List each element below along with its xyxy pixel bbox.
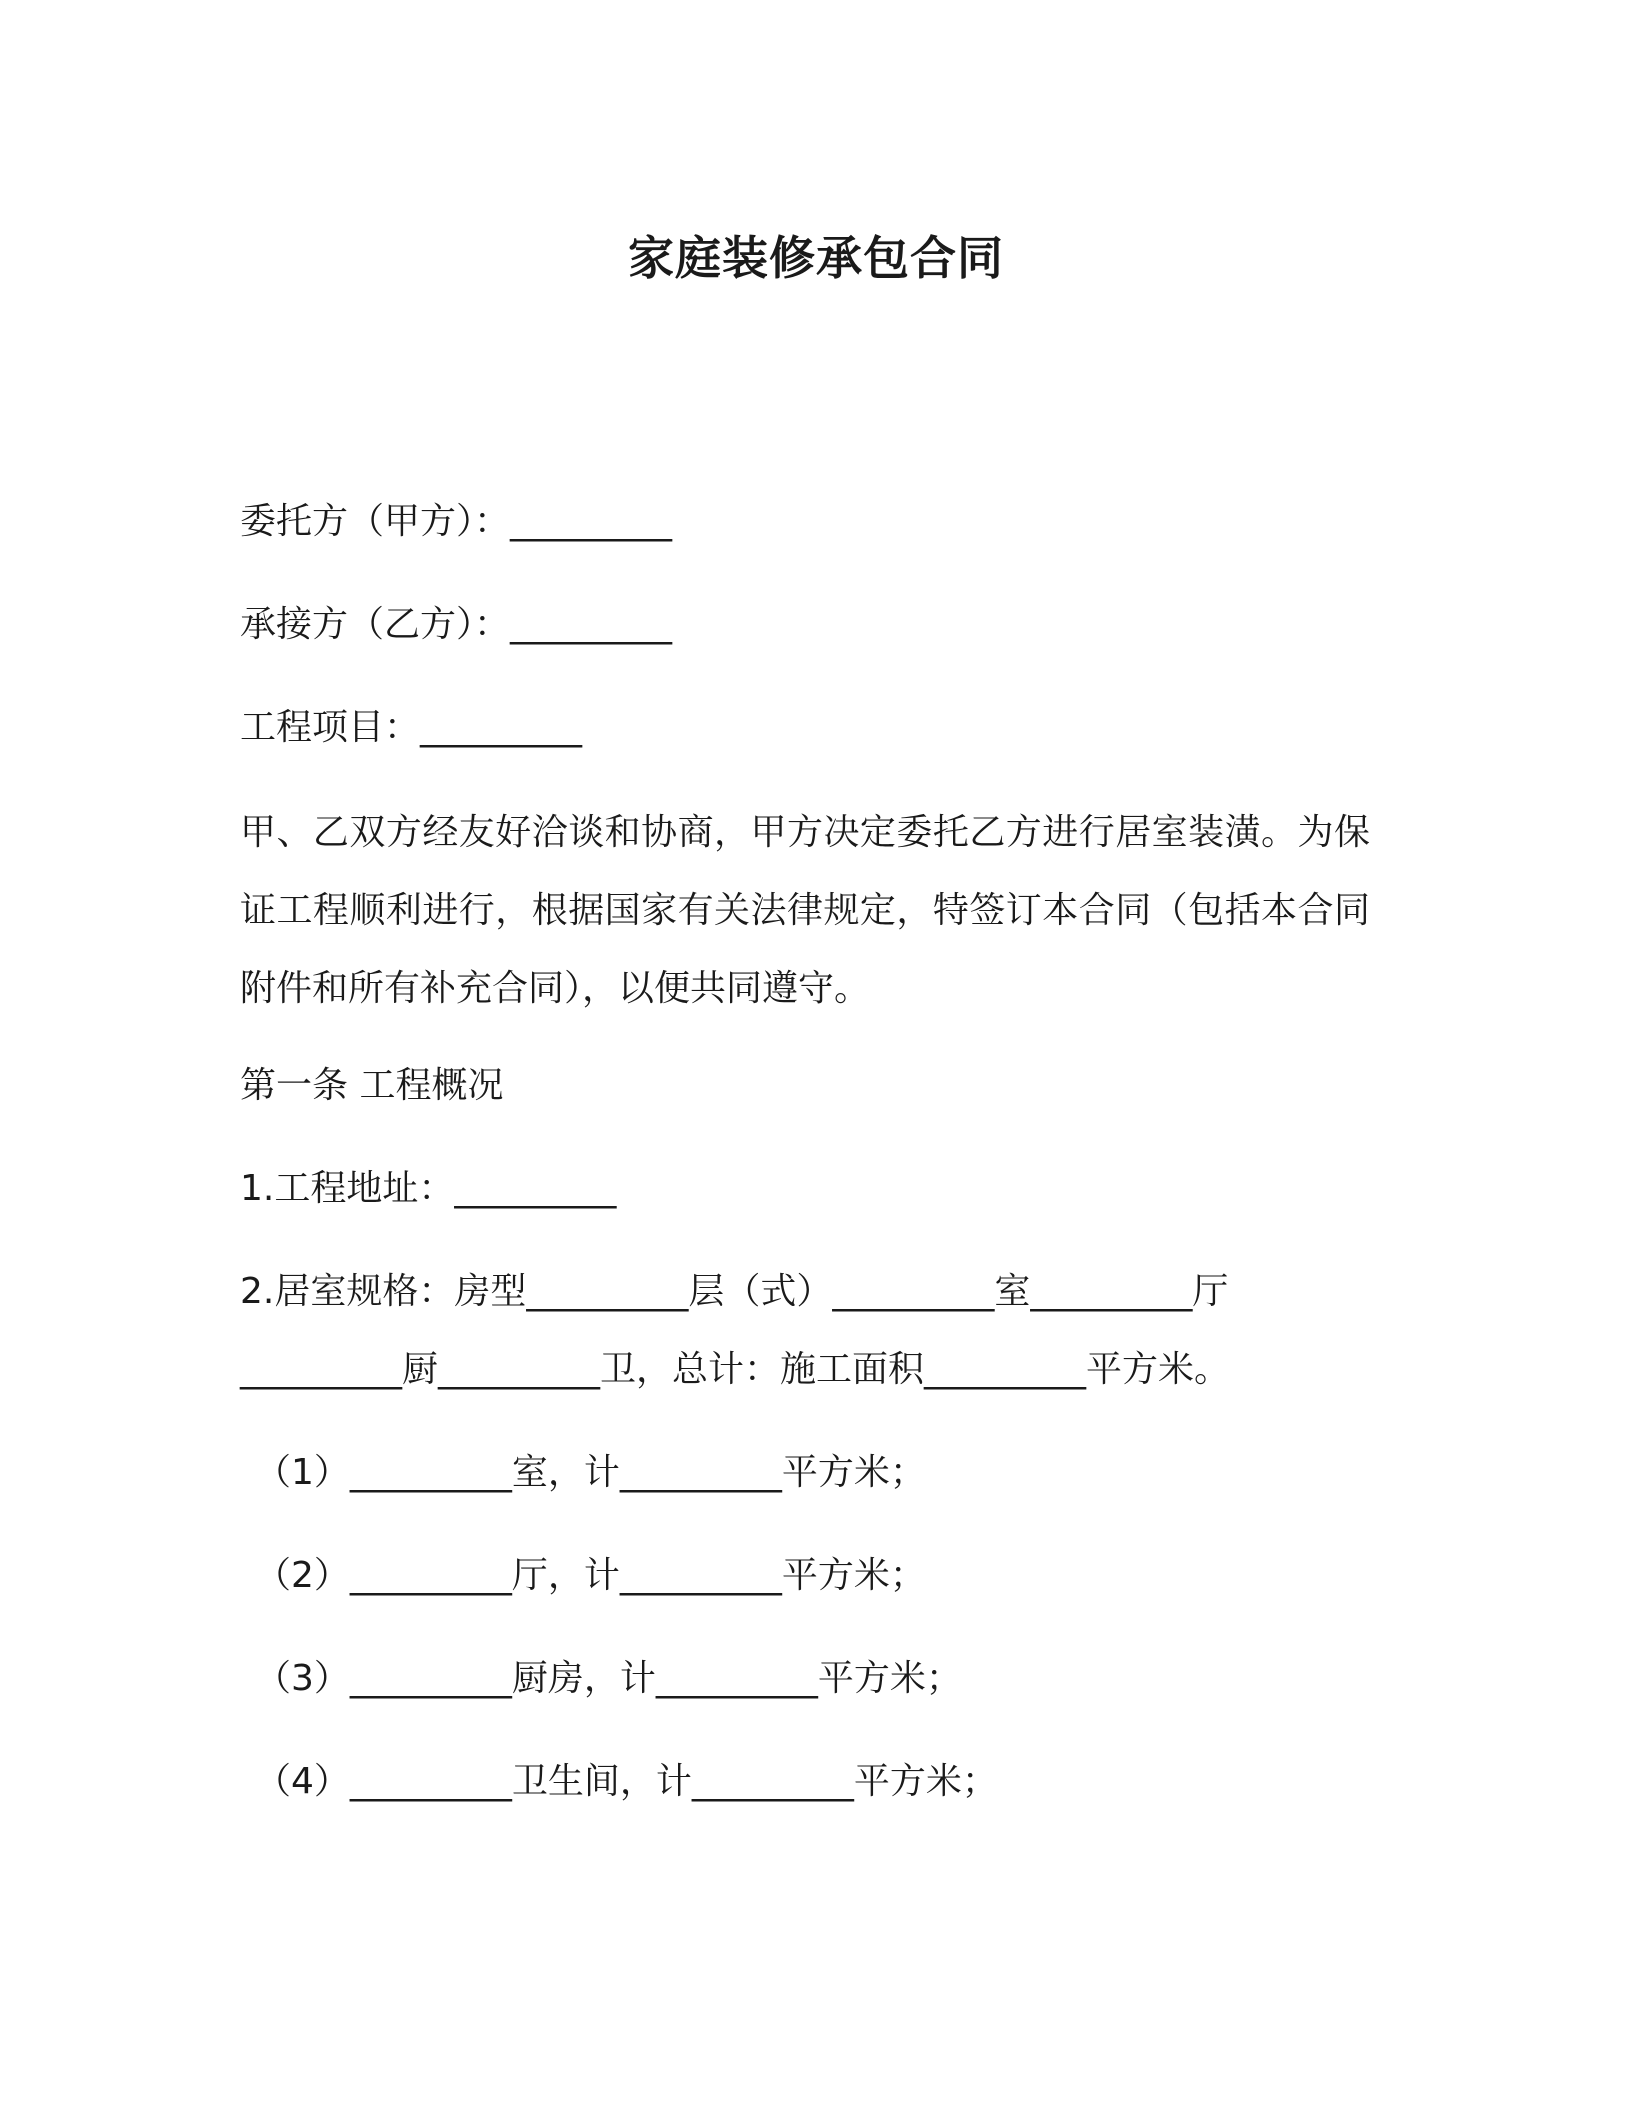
item-2-line-1: 2.居室规格：房型_________层（式）_________室_________厅 — [240, 1271, 1229, 1312]
project-line: 工程项目：_________ — [240, 707, 583, 748]
sub-item-2: （2）_________厅，计_________平方米； — [255, 1555, 926, 1596]
document-title: 家庭装修承包合同 — [628, 231, 1004, 285]
article-1-heading: 第一条 工程概况 — [240, 1065, 504, 1106]
sub-item-1: （1）_________室，计_________平方米； — [255, 1452, 926, 1493]
sub-item-4: （4）_________卫生间，计_________平方米； — [255, 1761, 998, 1802]
item-1-address: 1.工程地址：_________ — [240, 1168, 617, 1209]
party-a-line: 委托方（甲方）：_________ — [240, 501, 673, 542]
sub-item-3: （3）_________厨房，计_________平方米； — [255, 1658, 962, 1699]
item-2-line-2: _________厨_________卫，总计：施工面积_________平方米。 — [240, 1349, 1231, 1390]
party-b-line: 承接方（乙方）：_________ — [240, 604, 673, 645]
intro-paragraph: 甲、乙双方经友好洽谈和协商，甲方决定委托乙方进行居室装潢。为保证工程顺利进行，根据国家有关法律规定，特签订本合同（包括本合同附件和所有补充合同），以便共同遵守。 — [240, 812, 1370, 1009]
